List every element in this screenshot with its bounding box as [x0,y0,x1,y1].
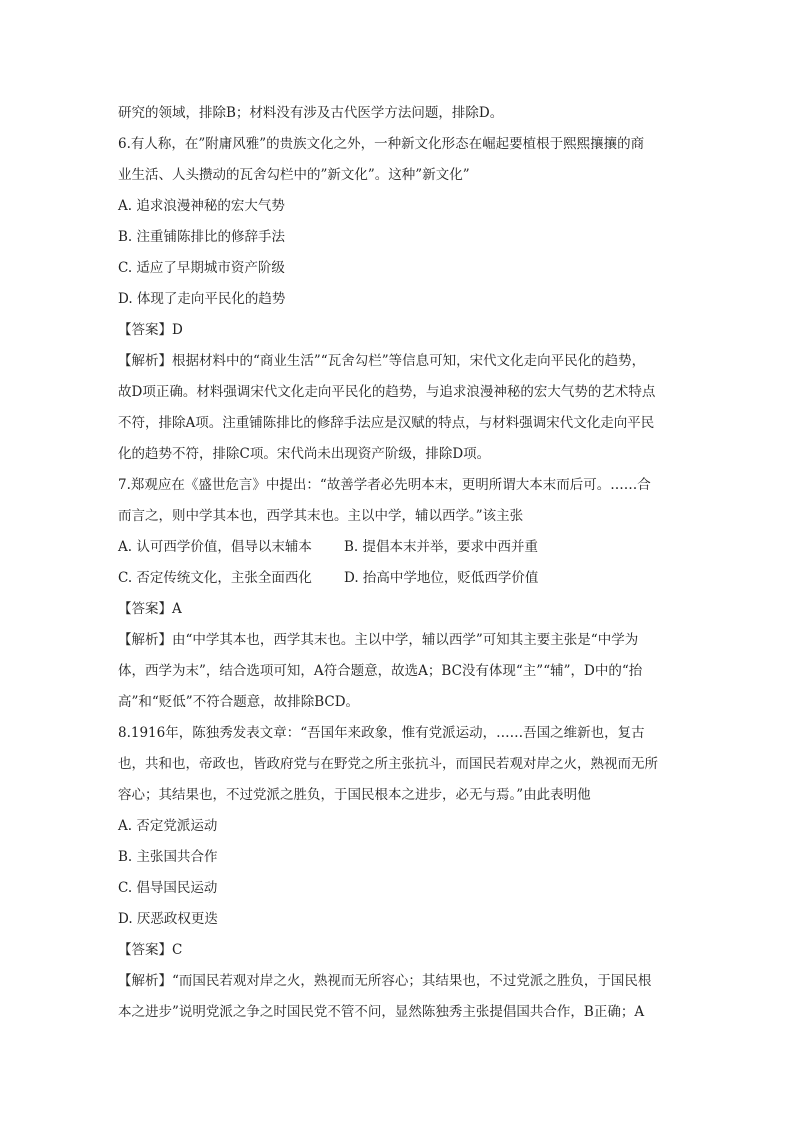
q8-stem-line: 8.1916年，陈独秀发表文章：“吾国年来政象，惟有党派运动，……吾国之维新也，复古 [118,725,645,741]
q7-option-a: A. 认可西学价值，倡导以末辅本 [118,539,312,555]
q7-option-d: D. 抬高中学地位，贬低西学价值 [344,570,539,586]
q8-option-c: C. 倡导国民运动 [118,880,218,896]
q5-analysis-tail: 研究的领域，排除B；材料没有涉及古代医学方法问题，排除D。 [118,105,504,121]
q8-stem-line: 容心；其结果也，不过党派之胜负，于国民根本之进步，必无与焉。”由此表明他 [118,787,591,803]
q7-options-row [118,563,678,594]
question-8 [118,718,678,1028]
q8-analysis-line: 【解析】“而国民若观对岸之火，熟视而无所容心；其结果也，不过党派之胜负，于国民根 [118,973,652,989]
q6-option-d: D. 体现了走向平民化的趋势 [118,291,286,307]
q6-analysis-line: 不符，排除A项。注重铺陈排比的修辞手法应是汉赋的特点，与材料强调宋代文化走向平民 [118,415,655,431]
q7-options-row [118,532,678,563]
q6-analysis-line: 化的趋势不符，排除C项。宋代尚未出现资产阶级，排除D项。 [118,446,491,462]
q8-stem-line: 也，共和也，帝政也，皆政府党与在野党之所主张抗斗，而国民若观对岸之火，熟视而无所 [118,756,658,772]
q7-stem-line: 而言之，则中学其本也，西学其末也。主以中学，辅以西学。”该主张 [118,508,524,524]
q8-option-b: B. 主张国共合作 [118,849,218,865]
q8-analysis-line: 本之进步”说明党派之争之时国民党不管不问，显然陈独秀主张提倡国共合作，B正确；A [118,1004,645,1020]
q8-option-d: D. 厌恶政权更迭 [118,911,218,927]
q6-analysis-line: 【解析】根据材料中的“商业生活”“瓦舍勾栏”等信息可知，宋代文化走向平民化的趋势， [118,353,646,369]
q7-analysis-line: 高”和“贬低”不符合题意，故排除BCD。 [118,694,360,710]
q6-analysis-line: 故D项正确。材料强调宋代文化走向平民化的趋势，与追求浪漫神秘的宏大气势的艺术特点 [118,384,656,400]
q8-option-a: A. 否定党派运动 [118,818,218,834]
q6-option-a: A. 追求浪漫神秘的宏大气势 [118,198,285,214]
q7-stem-line: 7.郑观应在《盛世危言》中提出：“故善学者必先明本末，更明所谓大本末而后可。……合 [118,477,651,493]
q6-answer: 【答案】D [118,322,183,338]
q7-analysis-line: 体，西学为末”，结合选项可知，A符合题意，故选A；BC没有体现“主”“辅”，D中的“抬 [118,663,643,679]
q8-answer: 【答案】C [118,942,183,958]
q7-option-b: B. 提倡本末并举，要求中西并重 [344,539,539,555]
q7-answer: 【答案】A [118,601,182,617]
question-7 [118,470,678,718]
q6-option-b: B. 注重铺陈排比的修辞手法 [118,229,286,245]
q7-analysis-line: 【解析】由“中学其本也，西学其末也。主以中学，辅以西学”可知其主要主张是“中学为 [118,632,639,648]
question-6 [118,129,678,470]
q7-option-c: C. 否定传统文化，主张全面西化 [118,570,312,586]
q6-stem-line: 业生活、人头攒动的瓦舍勾栏中的”新文化”。这种”新文化” [118,167,470,183]
document-page [118,98,678,1028]
q6-stem-line: 6.有人称，在”附庸风雅”的贵族文化之外，一种新文化形态在崛起要植根于熙熙攘攘的商 [118,136,645,152]
q6-option-c: C. 适应了早期城市资产阶级 [118,260,285,276]
